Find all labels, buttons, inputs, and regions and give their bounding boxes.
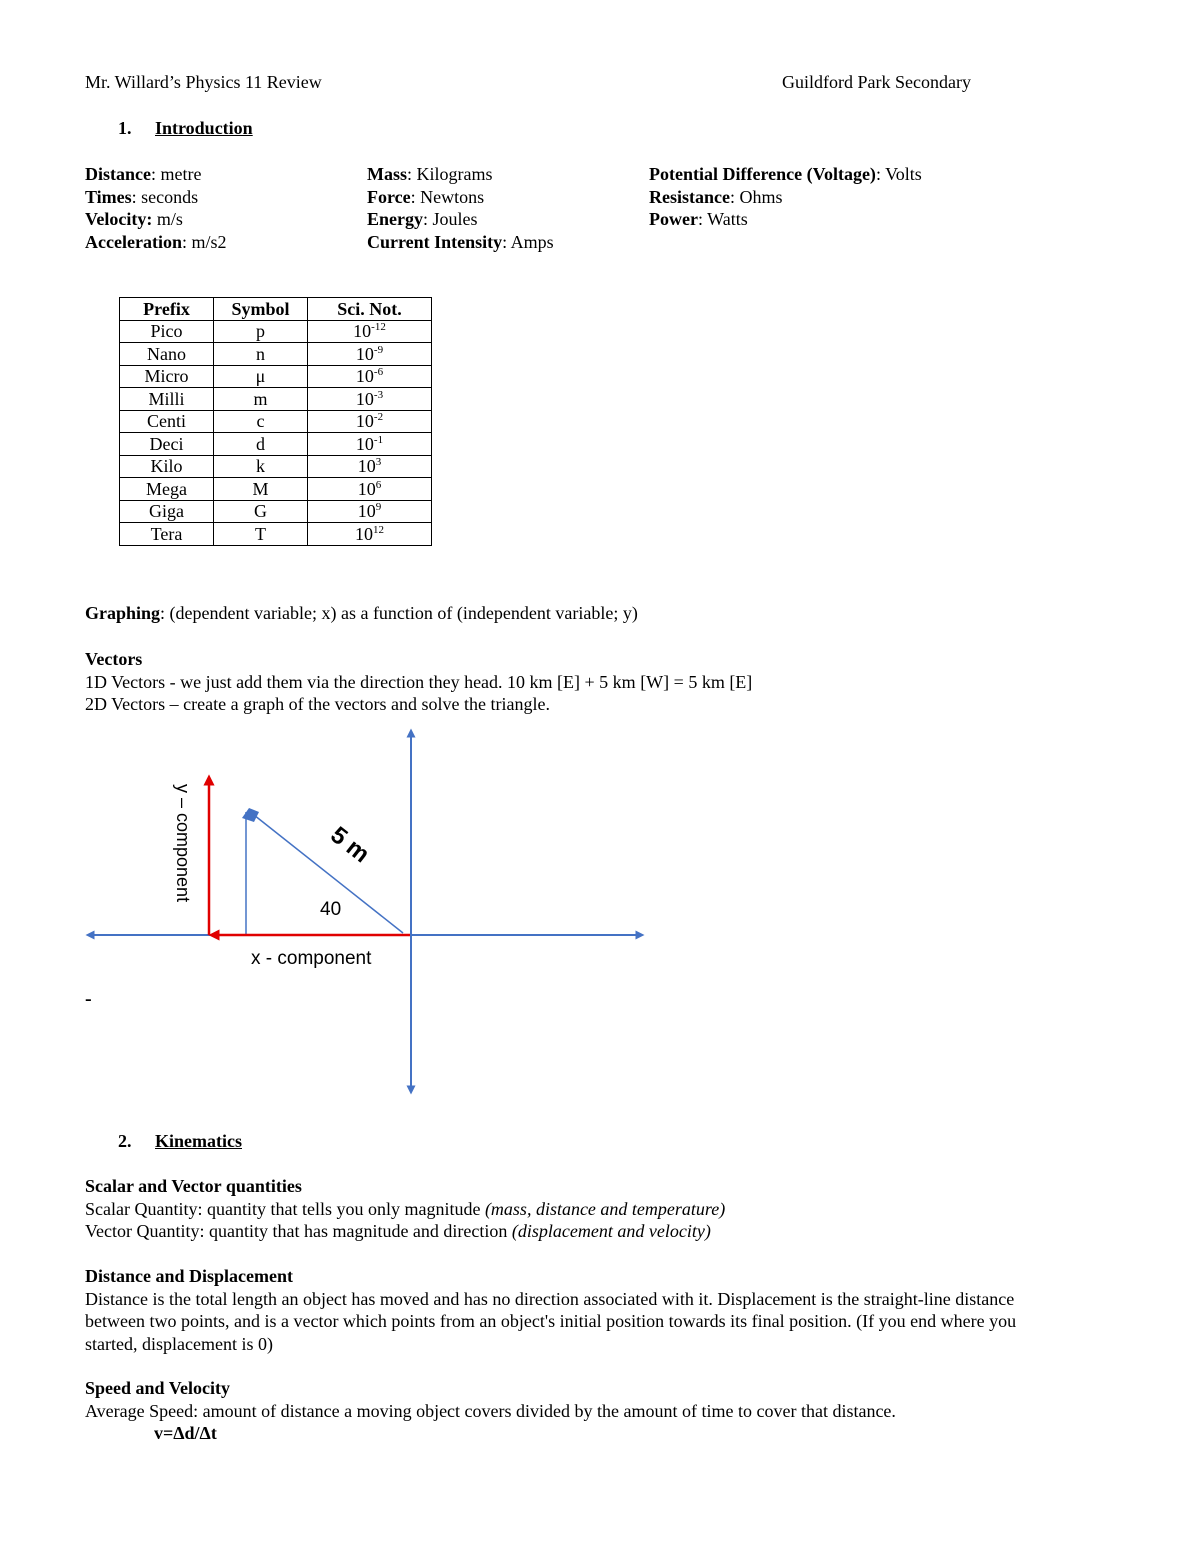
unit-acceleration: Acceleration: m/s2 xyxy=(85,231,227,252)
sci-not-exponent: -1 xyxy=(373,433,384,446)
sci-not-exponent: -9 xyxy=(373,343,384,356)
vectors-2d-line: 2D Vectors – create a graph of the vectors and solve the triangle. xyxy=(85,694,550,714)
y-component-label: y – component xyxy=(173,784,193,903)
unit-resistance: Resistance: Ohms xyxy=(649,186,783,207)
distance-displacement-line-1: Distance is the total length an object has moved and has no direction associated with it. Displacement is the straight-line distance xyxy=(85,1288,1015,1309)
sci-not-exponent: -6 xyxy=(373,366,384,379)
table-header-symbol: Symbol xyxy=(214,298,308,321)
angle-label: 40 xyxy=(320,899,342,920)
symbol-cell: T xyxy=(214,523,308,546)
prefix-cell: Nano xyxy=(120,343,214,366)
sci-not-exponent: -3 xyxy=(373,388,384,401)
unit-times: Times: seconds xyxy=(85,186,199,207)
sci-not-exponent: -12 xyxy=(371,321,386,334)
unit-force: Force: Newtons xyxy=(367,186,485,207)
scalar-quantity-line: Scalar Quantity: quantity that tells you only magnitude (mass, distance and temperature) xyxy=(85,1198,726,1219)
stray-dash: - xyxy=(85,988,92,1010)
prefix-cell: Tera xyxy=(120,523,214,546)
vectors-heading: Vectors xyxy=(85,649,143,669)
symbol-cell: m xyxy=(214,388,308,411)
prefix-cell: Centi xyxy=(120,410,214,433)
table-header-sci-not: Sci. Not. xyxy=(308,298,432,321)
sci-not-base: 10 xyxy=(355,366,374,387)
sci-not-base: 10 xyxy=(353,321,372,342)
speed-velocity-section xyxy=(85,1377,896,1445)
prefix-cell: Giga xyxy=(120,500,214,523)
symbol-cell: c xyxy=(214,410,308,433)
sci-not-base: 10 xyxy=(355,343,374,364)
distance-displacement-heading: Distance and Displacement xyxy=(85,1266,293,1286)
symbol-cell: M xyxy=(214,478,308,501)
prefix-cell: Mega xyxy=(120,478,214,501)
vectors-1d-line: 1D Vectors - we just add them via the direction they head. 10 km [E] + 5 km [W] = 5 km [E] xyxy=(85,671,753,692)
table-header-prefix: Prefix xyxy=(120,298,214,321)
prefix-cell: Kilo xyxy=(120,455,214,478)
distance-displacement-line-2: between two points, and is a vector which points from an object's initial position towards its final position. (If you end where you xyxy=(85,1311,1017,1331)
magnitude-label: 5 m xyxy=(325,821,375,869)
sci-not-base: 10 xyxy=(355,388,374,409)
unit-mass: Mass: Kilograms xyxy=(367,164,493,184)
unit-velocity: Velocity: m/s xyxy=(85,209,183,229)
prefix-cell: Deci xyxy=(120,433,214,456)
header-right: Guildford Park Secondary xyxy=(782,72,971,92)
section-1-number: 1. xyxy=(118,118,132,138)
sci-not-base: 10 xyxy=(357,501,376,522)
section-2-number: 2. xyxy=(118,1131,132,1151)
distance-displacement-line-3: started, displacement is 0) xyxy=(85,1333,273,1354)
symbol-cell: p xyxy=(214,320,308,343)
sci-not-exponent: 9 xyxy=(375,501,382,514)
speed-velocity-heading: Speed and Velocity xyxy=(85,1378,231,1398)
resultant-arrowhead xyxy=(242,808,259,822)
unit-distance: Distance: metre xyxy=(85,164,202,184)
sci-not-base: 10 xyxy=(355,523,373,544)
unit-voltage: Potential Difference (Voltage): Volts xyxy=(649,164,922,184)
sci-not-exponent: 3 xyxy=(375,456,382,469)
speed-formula: v=Δd/Δt xyxy=(154,1423,217,1443)
prefix-cell: Micro xyxy=(120,365,214,388)
symbol-cell: n xyxy=(214,343,308,366)
section-2-title: Kinematics xyxy=(155,1131,242,1151)
distance-displacement-section xyxy=(85,1265,1016,1355)
graphing-line: Graphing: (dependent variable; x) as a function of (independent variable; y) xyxy=(85,603,638,623)
vector-quantity-line: Vector Quantity: quantity that has magnitude and direction (displacement and velocity) xyxy=(85,1221,711,1241)
unit-energy: Energy: Joules xyxy=(367,209,478,229)
header-left: Mr. Willard’s Physics 11 Review xyxy=(85,72,322,92)
sci-not-base: 10 xyxy=(355,433,374,454)
prefix-cell: Milli xyxy=(120,388,214,411)
sci-not-base: 10 xyxy=(355,411,374,432)
sci-not-exponent: 6 xyxy=(375,478,382,491)
unit-power: Power: Watts xyxy=(649,209,748,229)
sci-not-exponent: -2 xyxy=(373,411,384,424)
sci-not-exponent: 12 xyxy=(373,523,384,536)
scalar-vector-section xyxy=(85,1175,725,1243)
unit-current: Current Intensity: Amps xyxy=(367,231,554,252)
symbol-cell: d xyxy=(214,433,308,456)
x-component-label: x - component xyxy=(251,948,372,969)
sci-not-base: 10 xyxy=(357,456,376,477)
scalar-vector-heading: Scalar and Vector quantities xyxy=(85,1176,302,1196)
symbol-cell: G xyxy=(214,500,308,523)
average-speed-line: Average Speed: amount of distance a moving object covers divided by the amount of time to cover that distance. xyxy=(85,1400,896,1421)
prefix-cell: Pico xyxy=(120,320,214,343)
sci-not-base: 10 xyxy=(357,478,376,499)
symbol-cell: k xyxy=(214,455,308,478)
section-1-title: Introduction xyxy=(155,118,253,138)
symbol-cell: μ xyxy=(214,365,308,388)
